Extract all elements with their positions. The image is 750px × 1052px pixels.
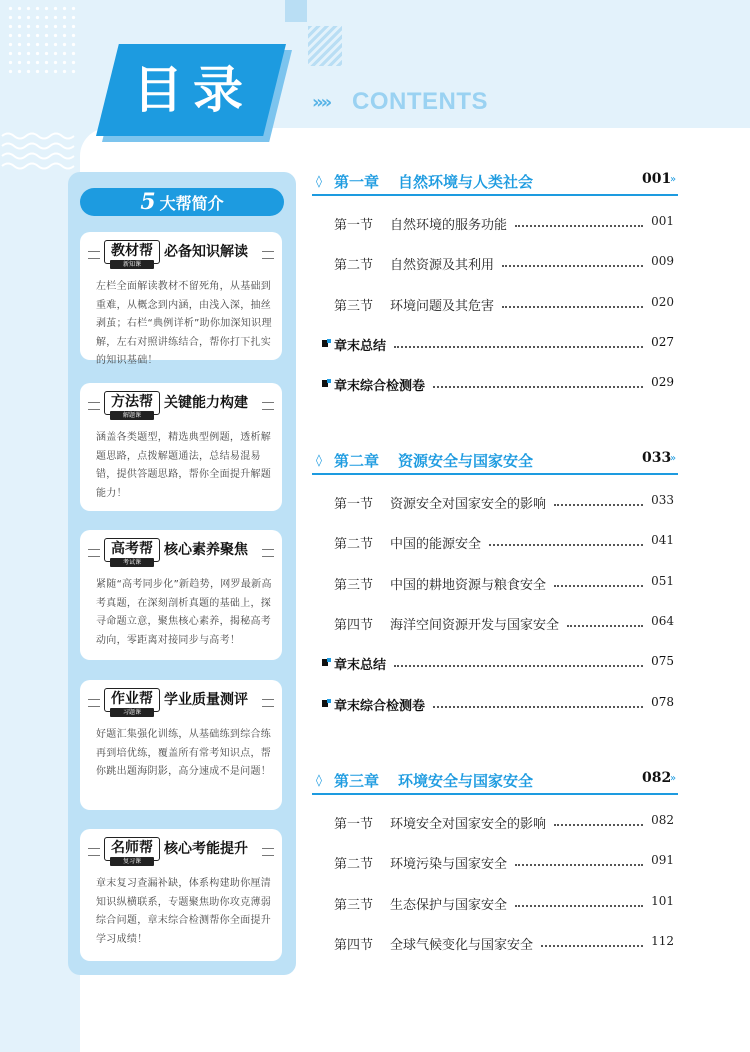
divider-lines	[262, 848, 274, 856]
card-header	[80, 688, 282, 722]
section-title: 环境污染与国家安全	[390, 857, 508, 873]
section-title: 自然资源及其利用	[390, 258, 495, 274]
card-description: 章末复习查漏补缺，体系构建助你厘清知识纵横联系，专题聚焦助你攻克薄弱综合问题，章末综合检测帮你全面提升学习成绩！	[96, 878, 272, 945]
chapter-title: 资源安全与国家安全	[398, 452, 534, 470]
sidebar-title-text: 大帮简介	[159, 194, 224, 213]
toc-section-row[interactable]	[334, 574, 674, 594]
review-title: 章末总结	[334, 338, 387, 354]
chapter-title: 自然环境与人类社会	[398, 173, 534, 191]
card-subject: 必备知识解读	[164, 244, 248, 260]
leader-dots	[567, 625, 643, 627]
bullet-icon	[322, 339, 332, 349]
toc-review-row[interactable]	[322, 654, 674, 674]
card-header	[80, 240, 282, 274]
leader-dots	[394, 346, 643, 348]
section-page: 051	[651, 573, 674, 588]
stripe-pattern	[308, 26, 342, 66]
chapter-heading[interactable]	[312, 769, 682, 795]
section-page: 020	[651, 294, 674, 309]
card-subject: 核心考能提升	[164, 841, 248, 857]
divider-lines	[262, 549, 274, 557]
drop-icon: ◊	[316, 453, 322, 467]
section-number: 第三节	[334, 577, 374, 593]
leader-dots	[433, 706, 643, 708]
card-description: 紧随“高考同步化”新趋势，网罗最新高考真题，在深刻剖析真题的基础上，探寻命题立意，聚焦核心素养，揭秘高考动向，零距离对接同步与高考！	[96, 579, 272, 646]
leader-dots	[554, 585, 643, 587]
card-badge: 教材帮	[104, 240, 160, 264]
drop-icon: ◊	[316, 773, 322, 787]
sidebar-title-number: 5	[140, 189, 156, 215]
section-page: 112	[651, 933, 674, 948]
decor-square	[285, 0, 307, 22]
intro-card	[80, 232, 282, 366]
leader-dots	[515, 905, 643, 907]
divider-lines	[262, 402, 274, 410]
intro-card	[80, 829, 282, 961]
divider-lines	[262, 699, 274, 707]
chevron-right-icon: »	[670, 453, 677, 464]
chapter-number: 第二章	[334, 452, 380, 470]
toc-review-row[interactable]	[322, 375, 674, 395]
review-title: 章末综合检测卷	[334, 698, 426, 714]
page-title: 目录	[133, 61, 253, 119]
chapter-page: 033	[642, 450, 672, 466]
section-title: 自然环境的服务功能	[390, 218, 508, 233]
toc-review-row[interactable]	[322, 695, 674, 715]
dot-pattern	[6, 4, 76, 76]
review-page: 075	[651, 654, 674, 669]
card-badge: 方法帮	[104, 391, 160, 415]
intro-card	[80, 530, 282, 660]
section-page: 001	[651, 214, 674, 228]
leader-dots	[541, 945, 643, 947]
leader-dots	[433, 386, 643, 388]
chapter-page: 001	[642, 171, 672, 187]
section-title: 资源安全对国家安全的影响	[390, 497, 547, 512]
section-title: 海洋空间资源开发与国家安全	[390, 617, 560, 633]
section-page: 082	[651, 813, 674, 827]
section-page: 041	[651, 533, 674, 548]
leader-dots	[502, 306, 643, 308]
card-badge: 作业帮	[104, 688, 160, 712]
card-subject: 核心素养聚焦	[164, 542, 248, 558]
card-badge: 高考帮	[104, 538, 160, 562]
chevron-right-icon: »	[670, 174, 677, 185]
chapter-heading[interactable]	[312, 449, 682, 475]
card-badge-sub: 新知课	[110, 260, 154, 269]
intro-card	[80, 383, 282, 511]
sidebar-title	[80, 188, 284, 216]
toc-section-row[interactable]	[334, 295, 674, 315]
section-number: 第三节	[334, 897, 374, 913]
wave-pattern	[0, 128, 78, 188]
leader-dots	[502, 265, 643, 267]
card-description: 左栏全面解读教材不留死角，从基础到重难，从概念到内涵，由浅入深，抽丝剥茧；右栏“典例详析”助你加深知识理解，左右对照讲练结合，帮你打下扎实的知识基础！	[96, 281, 272, 366]
section-page: 009	[651, 254, 674, 269]
chevron-right-icon: »	[670, 773, 677, 784]
chapter-underline	[312, 793, 678, 795]
section-number: 第四节	[334, 617, 374, 633]
section-number: 第二节	[334, 258, 374, 274]
review-page: 027	[651, 334, 674, 349]
divider-lines	[88, 549, 100, 557]
chapter-underline	[312, 194, 678, 196]
toc-section-row[interactable]	[334, 254, 674, 274]
card-badge-sub: 解题课	[110, 411, 154, 420]
section-title: 环境安全对国家安全的影响	[390, 817, 547, 832]
toc-section-row[interactable]	[334, 853, 674, 873]
card-header	[80, 837, 282, 871]
toc-section-row[interactable]	[334, 493, 674, 513]
section-page: 064	[651, 613, 674, 628]
card-description: 涵盖各类题型，精选典型例题，透析解题思路，点拨解题通法，总结易混易错，提供答题思路，帮你全面提升解题能力！	[96, 432, 272, 499]
chapter-title: 环境安全与国家安全	[398, 772, 534, 790]
chapter-number: 第一章	[334, 173, 380, 191]
section-page: 033	[651, 493, 674, 507]
bullet-icon	[322, 699, 332, 709]
double-chevron-icon: »»	[312, 92, 330, 113]
divider-lines	[88, 848, 100, 856]
divider-lines	[88, 402, 100, 410]
card-subject: 学业质量测评	[164, 692, 248, 708]
card-badge: 名师帮	[104, 837, 160, 861]
page-subtitle: CONTENTS	[352, 88, 488, 115]
intro-card	[80, 680, 282, 810]
chapter-heading[interactable]	[312, 170, 682, 196]
section-number: 第二节	[334, 857, 374, 873]
review-title: 章末综合检测卷	[334, 379, 426, 395]
divider-lines	[88, 251, 100, 259]
section-title: 生态保护与国家安全	[390, 897, 508, 913]
section-number: 第二节	[334, 537, 374, 553]
drop-icon: ◊	[316, 174, 322, 188]
chapter-number: 第三章	[334, 772, 380, 790]
section-title: 全球气候变化与国家安全	[390, 937, 534, 953]
toc-section-row[interactable]	[334, 614, 674, 634]
leader-dots	[554, 824, 643, 826]
card-header	[80, 538, 282, 572]
card-subject: 关键能力构建	[164, 395, 248, 411]
toc-section-row[interactable]	[334, 214, 674, 234]
toc-section-row[interactable]	[334, 934, 674, 954]
chapter-page: 082	[642, 770, 672, 786]
divider-lines	[88, 699, 100, 707]
leader-dots	[515, 864, 643, 866]
card-header	[80, 391, 282, 425]
card-badge-sub: 复习课	[110, 857, 154, 866]
section-number: 第一节	[334, 218, 374, 233]
review-title: 章末总结	[334, 658, 387, 674]
leader-dots	[394, 665, 643, 667]
toc-section-row[interactable]	[334, 813, 674, 833]
toc-section-row[interactable]	[334, 533, 674, 553]
section-page: 091	[651, 853, 674, 868]
card-badge-sub: 考试课	[110, 558, 154, 567]
review-page: 078	[651, 694, 674, 709]
section-title: 中国的耕地资源与粮食安全	[390, 577, 547, 593]
section-title: 中国的能源安全	[390, 537, 482, 553]
review-page: 029	[651, 375, 674, 390]
section-number: 第一节	[334, 497, 374, 512]
card-badge-sub: 习题课	[110, 708, 154, 717]
toc-section-row[interactable]	[334, 894, 674, 914]
leader-dots	[489, 544, 643, 546]
section-number: 第四节	[334, 937, 374, 953]
section-page: 101	[651, 893, 674, 908]
leader-dots	[554, 504, 643, 506]
toc-review-row[interactable]	[322, 335, 674, 355]
section-title: 环境问题及其危害	[390, 298, 495, 314]
divider-lines	[262, 251, 274, 259]
card-description: 好题汇集强化训练，从基础练到综合练再到培优练，覆盖所有常考知识点，帮你跳出题海阴影，高分速成不是问题！	[96, 729, 272, 777]
section-number: 第一节	[334, 817, 374, 832]
chapter-underline	[312, 473, 678, 475]
bullet-icon	[322, 658, 332, 668]
bullet-icon	[322, 379, 332, 389]
section-number: 第三节	[334, 298, 374, 314]
leader-dots	[515, 225, 643, 227]
